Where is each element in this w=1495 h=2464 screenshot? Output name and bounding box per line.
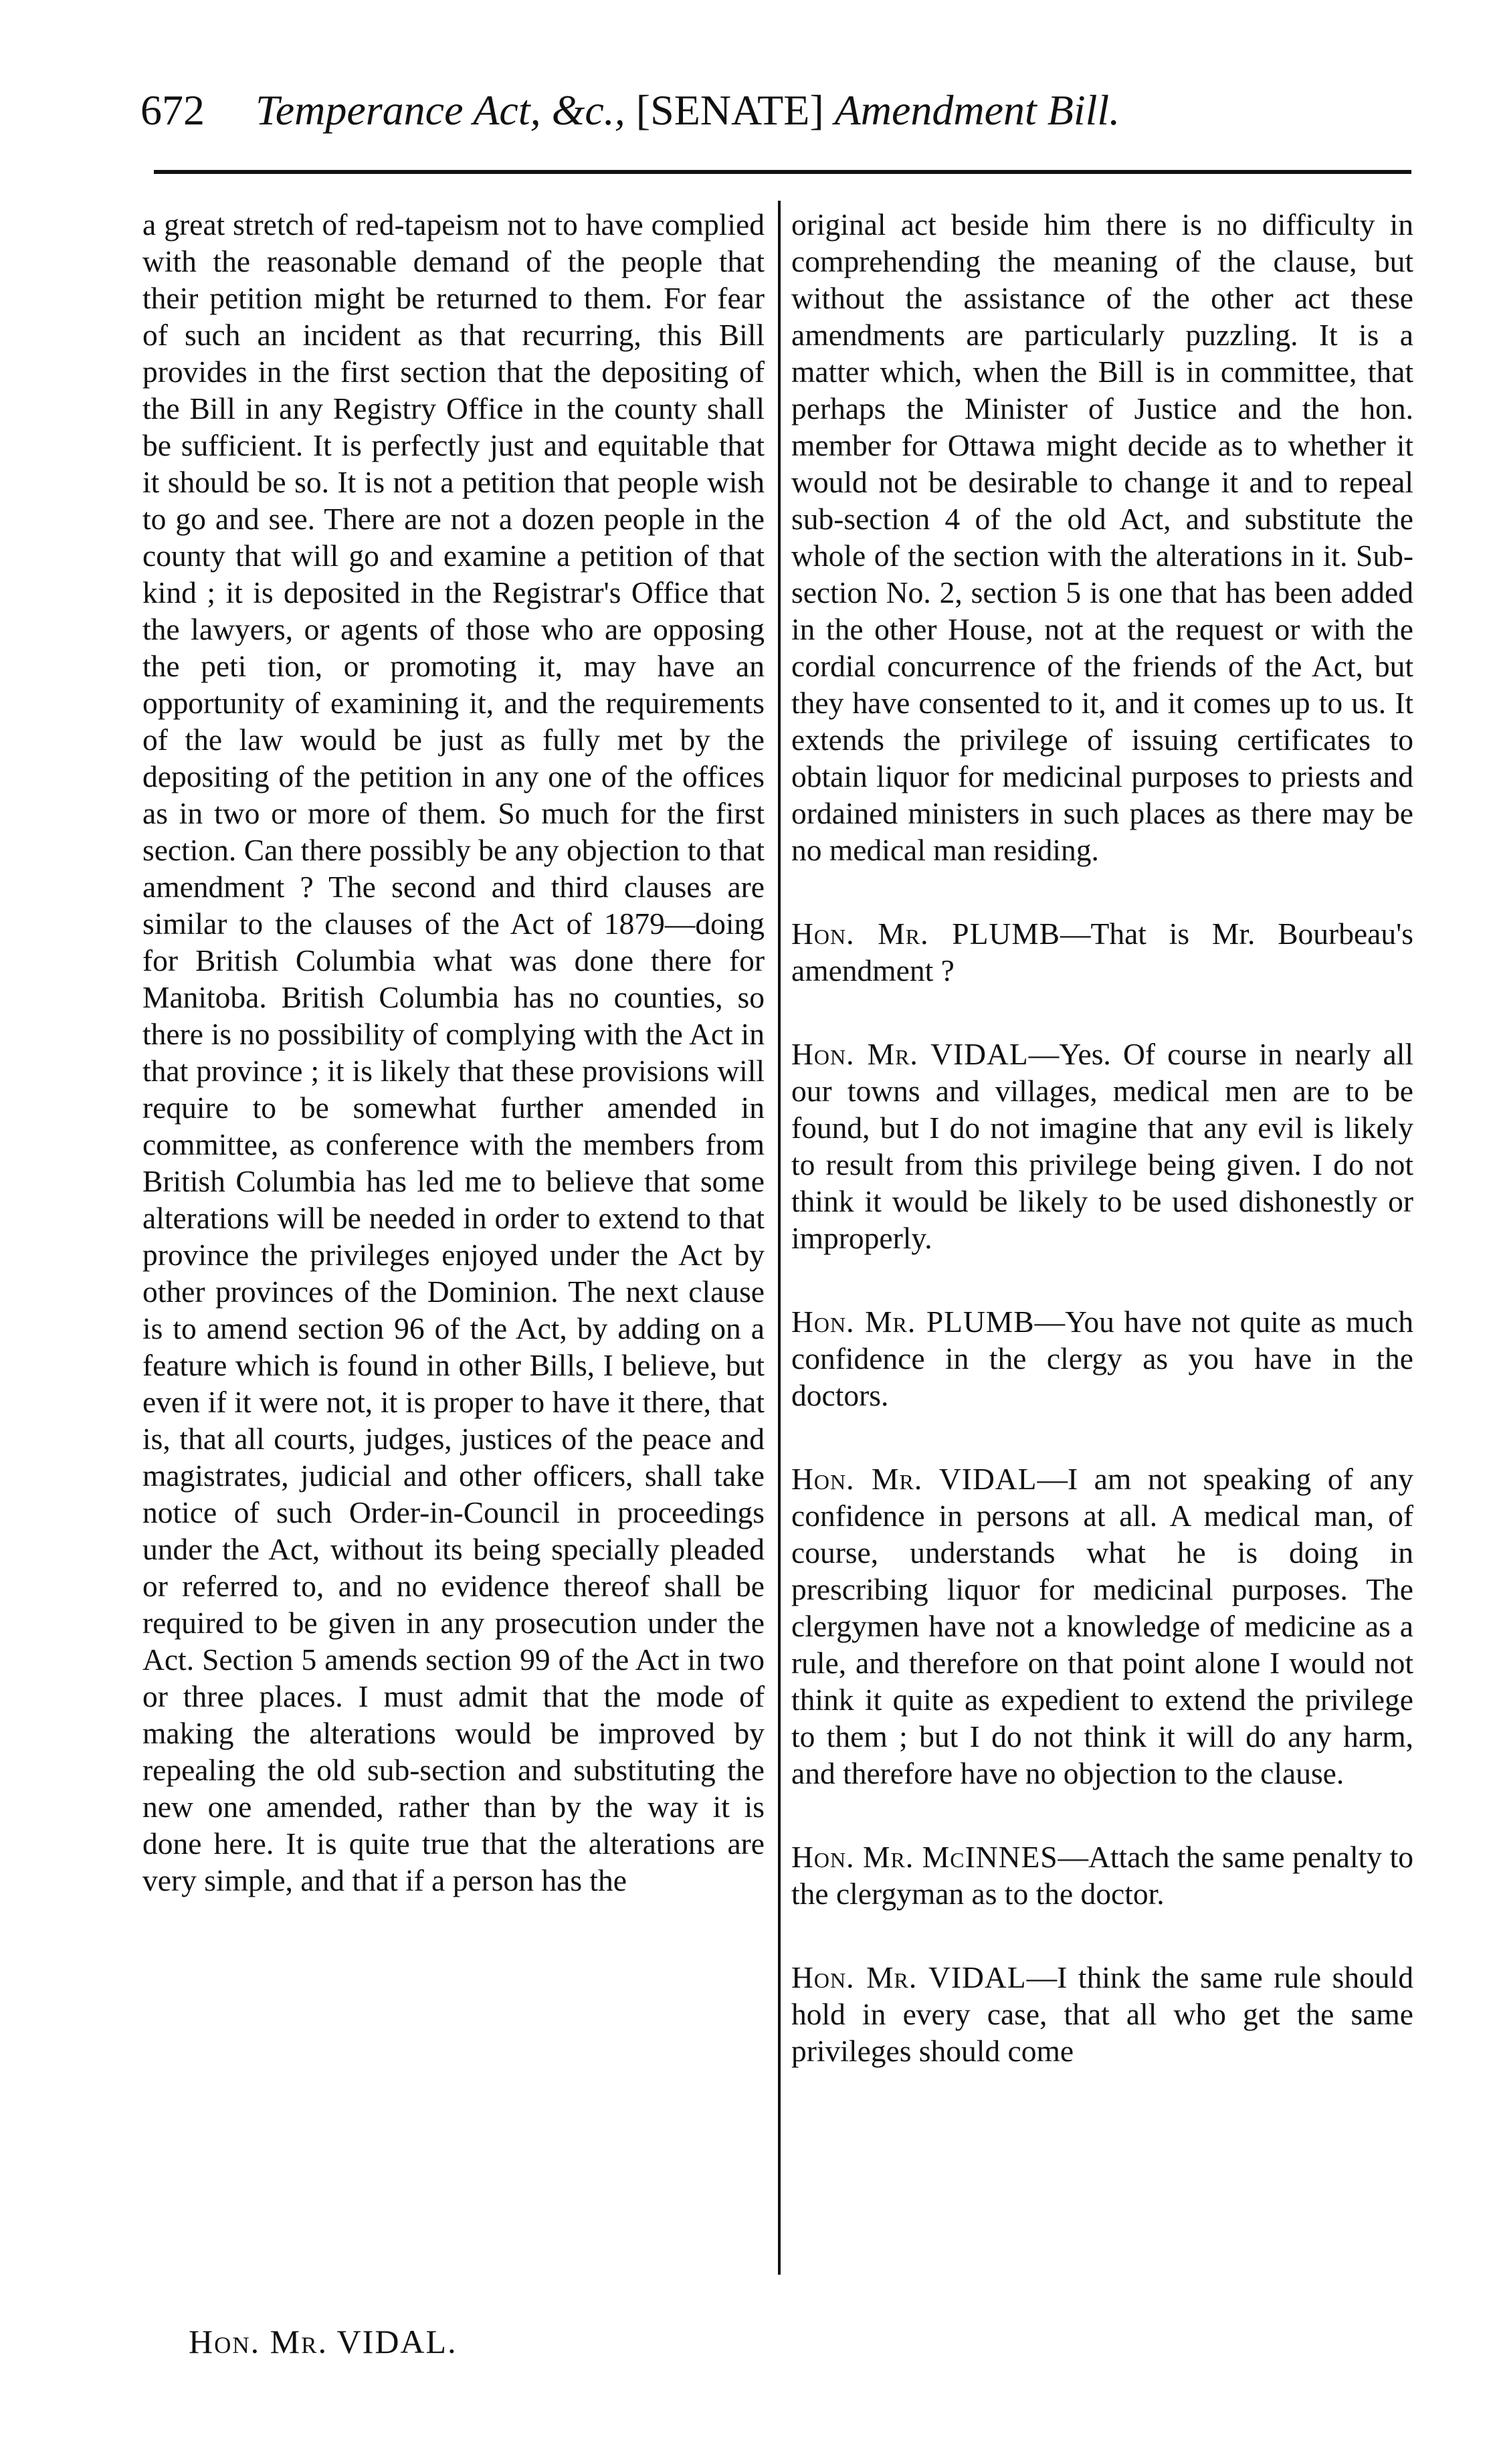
right-paragraph-7 — [791, 1959, 1413, 2069]
speaker-name: Hon. Mr. PLUMB — [791, 1305, 1035, 1339]
paragraph-text: —Yes. Of course in nearly all our towns and villages, medical men are to be found, but I do not imagine that any evil is likely to result from this privilege being given. I do not think it would be likely to be used dishonestly or improperly. — [791, 1037, 1413, 1255]
running-title-left: Temperance Act, &c., — [256, 86, 625, 134]
running-title-right: Amendment Bill. — [834, 86, 1120, 134]
speaker-name: Hon. Mr. VIDAL — [791, 1960, 1027, 1994]
footer-speaker: Hon. Mr. VIDAL. — [189, 2323, 458, 2360]
page-number: 672 — [140, 86, 205, 134]
paragraph-text: —That is Mr. Bourbeau's amendment ? — [791, 917, 1414, 987]
right-paragraph-4 — [791, 1303, 1413, 1414]
speaker-name: Hon. Mr. VIDAL — [791, 1037, 1029, 1071]
right-paragraph-1 — [791, 206, 1413, 868]
paragraph-text: —I think the same rule should hold in every case, that all who get the same privileges should come — [791, 1960, 1413, 2068]
left-column-text: a great stretch of red-tapeism not to have complied with the reasonable demand of the people that their petition might be returned to them. For fear of such an incident as that recurring, this Bill provides in the first section that the depositing of the Bill in any Registry Office in the county shall be sufficient. It is perfectly just and equitable that it should be so. It is not a petition that people wish to go and see. There are not a dozen people in the county that will go and examine a petition of that kind ; it is deposited in the Registrar's Office that the lawyers, or agents of those who are opposing the peti tion, or promoting it, may have an opportunity of examining it, and the requirements of the law would be just as fully met by the depositing of the petition in any one of the offices as in two or more of them. So much for the first section. Can there possibly be any objection to that amendment ? The second and third clauses are similar to the clauses of the Act of 1879—doing for British Columbia what was done there for Manitoba. British Columbia has no counties, so there is no possibility of complying with the Act in that province ; it is likely that these provisions will require to be somewhat further amended in committee, as conference with the members from British Columbia has led me to believe that some alterations will be needed in order to extend to that province the privileges enjoyed under the Act by other provinces of the Dominion. The next clause is to amend section 96 of the Act, by adding on a feature which is found in other Bills, I believe, but even if it were not, it is proper to have it there, that is, that all courts, judges, justices of the peace and magistrates, judicial and other officers, shall take notice of such Order-in-Council in proceedings under the Act, without its being specially pleaded or referred to, and no evidence thereof shall be required to be given in any prosecution under the Act. Section 5 amends section 99 of the Act in two or three places. I must admit that the mode of making the alterations would be improved by repealing the old sub-section and substituting the new one amended, rather than by the way it is done here. It is quite true that the alterations are very simple, and that if a person has the — [142, 207, 765, 1897]
speaker-name: Hon. Mr. McINNES — [791, 1840, 1058, 1874]
right-paragraph-6 — [791, 1838, 1413, 1912]
column-divider — [778, 201, 781, 2275]
right-paragraph-5 — [791, 1460, 1413, 1792]
paragraph-text: —I am not speaking of any confidence in persons at all. A medical man, of course, understands what he is doing in prescribing liquor for medicinal purposes. The clergymen have not a knowledge of medicine as a rule, and therefore on that point alone I would not think it quite as expedient to extend the privilege to them ; but I do not think it will do any harm, and therefore have no objection to the clause. — [791, 1462, 1414, 1790]
left-column — [142, 206, 765, 1946]
paragraph-text: —Attach the same penalty to the clergyman as to the doctor. — [791, 1840, 1413, 1911]
right-column — [791, 206, 1413, 2116]
header-rule — [154, 170, 1411, 174]
right-paragraph-3 — [791, 1036, 1413, 1256]
speaker-name: Hon. Mr. PLUMB — [791, 917, 1061, 951]
running-title-center: [SENATE] — [635, 86, 824, 134]
speaker-name: Hon. Mr. VIDAL — [791, 1462, 1037, 1496]
paragraph-text: original act beside him there is no difficulty in comprehending the meaning of the clause, but without the assistance of the other act these amendments are particularly puzzling. It is a matter which, when the Bill is in committee, that perhaps the Minister of Justice and the hon. member for Ottawa might decide as to whether it would not be desirable to change it and to repeal sub-section 4 of the old Act, and substitute the whole of the section with the alterations in it. Sub-section No. 2, section 5 is one that has been added in the other House, not at the request or with the cordial concurrence of the friends of the Act, but they have consented to it, and it comes up to us. It extends the privilege of issuing certificates to obtain liquor for medicinal purposes to priests and ordained ministers in such places as there may be no medical man residing. — [791, 207, 1413, 867]
paragraph-text: —You have not quite as much confidence in the clergy as you have in the doctors. — [791, 1305, 1413, 1412]
right-paragraph-2 — [791, 915, 1413, 989]
page-header — [140, 80, 1411, 140]
